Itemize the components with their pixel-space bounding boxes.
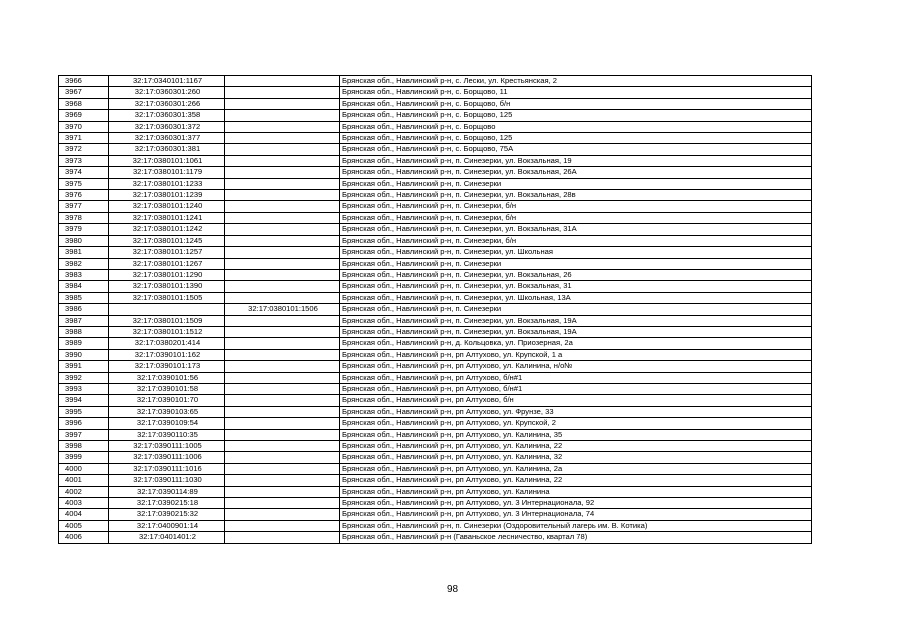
address-cell: Брянская обл., Навлинский р-н, рп Алтухово, ул. Калинина, 35	[340, 429, 812, 440]
cadastral-number-cell: 32:17:0380101:1179	[109, 167, 225, 178]
row-number-cell: 3979	[59, 224, 109, 235]
address-cell: Брянская обл., Навлинский р-н, п. Синезерки, ул. Вокзальная, 26А	[340, 167, 812, 178]
table-row	[59, 349, 812, 360]
table-row	[59, 110, 812, 121]
cadastral-number-alt-cell	[225, 201, 340, 212]
table-row	[59, 98, 812, 109]
cadastral-number-alt-cell	[225, 121, 340, 132]
table-row	[59, 304, 812, 315]
address-cell: Брянская обл., Навлинский р-н, рп Алтухово, б/н#1	[340, 383, 812, 394]
table-row	[59, 509, 812, 520]
page-number: 98	[446, 584, 459, 595]
address-cell: Брянская обл., Навлинский р-н, рп Алтухово, ул. 3 Интернационала, 74	[340, 509, 812, 520]
row-number-cell: 3986	[59, 304, 109, 315]
table-row	[59, 361, 812, 372]
table-row	[59, 475, 812, 486]
cadastral-number-alt-cell	[225, 475, 340, 486]
table-row	[59, 395, 812, 406]
row-number-cell: 3966	[59, 76, 109, 87]
table-row	[59, 498, 812, 509]
row-number-cell: 3976	[59, 190, 109, 201]
row-number-cell: 3999	[59, 452, 109, 463]
row-number-cell: 4005	[59, 520, 109, 531]
address-cell: Брянская обл., Навлинский р-н, п. Синезерки (Оздоровительный лагерь им. В. Котика)	[340, 520, 812, 531]
cadastral-number-cell: 32:17:0390215:32	[109, 509, 225, 520]
address-cell: Брянская обл., Навлинский р-н, с. Лески, ул. Крестьянская, 2	[340, 76, 812, 87]
cadastral-number-alt-cell	[225, 235, 340, 246]
cadastral-number-alt-cell	[225, 315, 340, 326]
address-cell: Брянская обл., Навлинский р-н, с. Борщово, 125	[340, 133, 812, 144]
cadastral-number-cell: 32:17:0380101:1240	[109, 201, 225, 212]
address-cell: Брянская обл., Навлинский р-н, с. Борщово	[340, 121, 812, 132]
cadastral-number-alt-cell	[225, 463, 340, 474]
cadastral-number-cell: 32:17:0380101:1267	[109, 258, 225, 269]
table-row	[59, 441, 812, 452]
row-number-cell: 3995	[59, 406, 109, 417]
cadastral-number-cell: 32:17:0340101:1167	[109, 76, 225, 87]
table-row	[59, 281, 812, 292]
table-row	[59, 406, 812, 417]
row-number-cell: 3996	[59, 418, 109, 429]
row-number-cell: 3997	[59, 429, 109, 440]
table-row	[59, 326, 812, 337]
cadastral-number-cell: 32:17:0360301:358	[109, 110, 225, 121]
table-row	[59, 463, 812, 474]
cadastral-number-cell: 32:17:0360301:372	[109, 121, 225, 132]
table-row	[59, 258, 812, 269]
table-row	[59, 315, 812, 326]
table-row	[59, 167, 812, 178]
table-row	[59, 144, 812, 155]
row-number-cell: 3977	[59, 201, 109, 212]
row-number-cell: 3987	[59, 315, 109, 326]
cadastral-number-alt-cell	[225, 486, 340, 497]
cadastral-number-alt-cell	[225, 452, 340, 463]
row-number-cell: 4006	[59, 532, 109, 543]
address-cell: Брянская обл., Навлинский р-н, п. Синезерки	[340, 258, 812, 269]
cadastral-number-cell: 32:17:0390111:1006	[109, 452, 225, 463]
row-number-cell: 3968	[59, 98, 109, 109]
row-number-cell: 4001	[59, 475, 109, 486]
address-cell: Брянская обл., Навлинский р-н, п. Синезерки, ул. Вокзальная, 19А	[340, 315, 812, 326]
cadastral-number-cell: 32:17:0390101:56	[109, 372, 225, 383]
cadastral-number-alt-cell	[225, 178, 340, 189]
row-number-cell: 3975	[59, 178, 109, 189]
cadastral-number-cell: 32:17:0360301:381	[109, 144, 225, 155]
table-row	[59, 235, 812, 246]
row-number-cell: 4002	[59, 486, 109, 497]
cadastral-number-cell: 32:17:0390101:162	[109, 349, 225, 360]
address-cell: Брянская обл., Навлинский р-н, п. Синезерки, ул. Вокзальная, 26	[340, 269, 812, 280]
cadastral-number-alt-cell	[225, 406, 340, 417]
cadastral-number-cell: 32:17:0380101:1241	[109, 212, 225, 223]
row-number-cell: 3993	[59, 383, 109, 394]
cadastral-number-cell: 32:17:0380201:414	[109, 338, 225, 349]
row-number-cell: 3980	[59, 235, 109, 246]
address-cell: Брянская обл., Навлинский р-н, п. Синезерки, ул. Школьная, 13А	[340, 292, 812, 303]
address-cell: Брянская обл., Навлинский р-н, п. Синезерки, б/н	[340, 201, 812, 212]
row-number-cell: 3989	[59, 338, 109, 349]
cadastral-number-alt-cell	[225, 338, 340, 349]
address-cell: Брянская обл., Навлинский р-н, рп Алтухово, ул. Калинина, н/о№	[340, 361, 812, 372]
cadastral-number-alt-cell	[225, 326, 340, 337]
address-cell: Брянская обл., Навлинский р-н, с. Борщово, 125	[340, 110, 812, 121]
cadastral-number-alt-cell	[225, 247, 340, 258]
address-cell: Брянская обл., Навлинский р-н, рп Алтухово, ул. Калинина, 22	[340, 441, 812, 452]
cadastral-number-cell: 32:17:0390111:1016	[109, 463, 225, 474]
row-number-cell: 3970	[59, 121, 109, 132]
cadastral-number-cell: 32:17:0400901:14	[109, 520, 225, 531]
cadastral-number-alt-cell	[225, 281, 340, 292]
row-number-cell: 4003	[59, 498, 109, 509]
address-cell: Брянская обл., Навлинский р-н, с. Борщово, 75А	[340, 144, 812, 155]
address-cell: Брянская обл., Навлинский р-н, п. Синезерки, б/н	[340, 212, 812, 223]
cadastral-number-alt-cell	[225, 144, 340, 155]
cadastral-number-alt-cell	[225, 429, 340, 440]
table-row	[59, 247, 812, 258]
cadastral-number-cell: 32:17:0390109:54	[109, 418, 225, 429]
table-row	[59, 76, 812, 87]
row-number-cell: 3994	[59, 395, 109, 406]
cadastral-number-alt-cell	[225, 133, 340, 144]
address-cell: Брянская обл., Навлинский р-н, п. Синезерки	[340, 304, 812, 315]
cadastral-number-cell: 32:17:0390215:18	[109, 498, 225, 509]
cadastral-number-alt-cell	[225, 532, 340, 543]
table-row	[59, 121, 812, 132]
address-cell: Брянская обл., Навлинский р-н, п. Синезерки, ул. Школьная	[340, 247, 812, 258]
address-cell: Брянская обл., Навлинский р-н, п. Синезерки, ул. Вокзальная, 19	[340, 155, 812, 166]
row-number-cell: 3971	[59, 133, 109, 144]
cadastral-number-cell: 32:17:0360301:266	[109, 98, 225, 109]
row-number-cell: 4004	[59, 509, 109, 520]
address-cell: Брянская обл., Навлинский р-н, рп Алтухово, б/н#1	[340, 372, 812, 383]
cadastral-number-alt-cell	[225, 167, 340, 178]
address-cell: Брянская обл., Навлинский р-н, рп Алтухово, ул. Крупской, 2	[340, 418, 812, 429]
row-number-cell: 3990	[59, 349, 109, 360]
cadastral-number-cell: 32:17:0390114:89	[109, 486, 225, 497]
cadastral-number-cell: 32:17:0380101:1061	[109, 155, 225, 166]
table-row	[59, 383, 812, 394]
table-row	[59, 155, 812, 166]
row-number-cell: 3992	[59, 372, 109, 383]
cadastral-number-cell	[109, 304, 225, 315]
cadastral-number-cell: 32:17:0380101:1390	[109, 281, 225, 292]
row-number-cell: 3985	[59, 292, 109, 303]
cadastral-number-cell: 32:17:0360301:377	[109, 133, 225, 144]
cadastral-number-alt-cell	[225, 87, 340, 98]
address-cell: Брянская обл., Навлинский р-н, п. Синезерки, ул. Вокзальная, 28в	[340, 190, 812, 201]
cadastral-number-cell: 32:17:0390101:70	[109, 395, 225, 406]
cadastral-number-cell: 32:17:0380101:1505	[109, 292, 225, 303]
row-number-cell: 3969	[59, 110, 109, 121]
address-cell: Брянская обл., Навлинский р-н, рп Алтухово, ул. 3 Интернационала, 92	[340, 498, 812, 509]
table-row	[59, 486, 812, 497]
cadastral-number-alt-cell	[225, 155, 340, 166]
row-number-cell: 3991	[59, 361, 109, 372]
table-row	[59, 269, 812, 280]
cadastral-number-alt-cell	[225, 418, 340, 429]
cadastral-number-alt-cell	[225, 383, 340, 394]
table-row	[59, 452, 812, 463]
row-number-cell: 3983	[59, 269, 109, 280]
cadastral-number-cell: 32:17:0401401:2	[109, 532, 225, 543]
cadastral-number-alt-cell	[225, 76, 340, 87]
cadastral-number-alt-cell	[225, 292, 340, 303]
cadastral-number-cell: 32:17:0390103:65	[109, 406, 225, 417]
address-cell: Брянская обл., Навлинский р-н, п. Синезерки, ул. Вокзальная, 31А	[340, 224, 812, 235]
table-row	[59, 224, 812, 235]
cadastral-number-cell: 32:17:0390111:1030	[109, 475, 225, 486]
address-cell: Брянская обл., Навлинский р-н, рп Алтухово, ул. Крупской, 1 а	[340, 349, 812, 360]
table-row	[59, 418, 812, 429]
cadastral-number-alt-cell	[225, 498, 340, 509]
address-cell: Брянская обл., Навлинский р-н, п. Синезерки, б/н	[340, 235, 812, 246]
table-row	[59, 87, 812, 98]
cadastral-number-cell: 32:17:0380101:1290	[109, 269, 225, 280]
cadastral-number-alt-cell	[225, 224, 340, 235]
address-cell: Брянская обл., Навлинский р-н, п. Синезерки, ул. Вокзальная, 19А	[340, 326, 812, 337]
cadastral-number-alt-cell	[225, 441, 340, 452]
cadastral-number-alt-cell: 32:17:0380101:1506	[225, 304, 340, 315]
cadastral-number-alt-cell	[225, 258, 340, 269]
cadastral-number-cell: 32:17:0380101:1512	[109, 326, 225, 337]
table-row	[59, 212, 812, 223]
table-row	[59, 133, 812, 144]
address-cell: Брянская обл., Навлинский р-н, рп Алтухово, ул. Калинина, 2а	[340, 463, 812, 474]
row-number-cell: 3972	[59, 144, 109, 155]
table-row	[59, 178, 812, 189]
address-cell: Брянская обл., Навлинский р-н, рп Алтухово, ул. Калинина	[340, 486, 812, 497]
table-row	[59, 201, 812, 212]
registry-table	[58, 75, 812, 544]
cadastral-number-alt-cell	[225, 372, 340, 383]
table-row	[59, 292, 812, 303]
row-number-cell: 3967	[59, 87, 109, 98]
table-row	[59, 520, 812, 531]
address-cell: Брянская обл., Навлинский р-н, п. Синезерки	[340, 178, 812, 189]
table-row	[59, 429, 812, 440]
address-cell: Брянская обл., Навлинский р-н (Гаваньское лесничество, квартал 78)	[340, 532, 812, 543]
cadastral-number-alt-cell	[225, 212, 340, 223]
cadastral-number-cell: 32:17:0380101:1509	[109, 315, 225, 326]
address-cell: Брянская обл., Навлинский р-н, с. Борщово, 11	[340, 87, 812, 98]
registry-table-container	[58, 75, 811, 544]
cadastral-number-cell: 32:17:0380101:1242	[109, 224, 225, 235]
cadastral-number-alt-cell	[225, 269, 340, 280]
cadastral-number-cell: 32:17:0390111:1005	[109, 441, 225, 452]
registry-table-body	[59, 76, 812, 544]
cadastral-number-alt-cell	[225, 520, 340, 531]
row-number-cell: 3974	[59, 167, 109, 178]
cadastral-number-alt-cell	[225, 509, 340, 520]
cadastral-number-cell: 32:17:0390110:35	[109, 429, 225, 440]
row-number-cell: 3982	[59, 258, 109, 269]
table-row	[59, 190, 812, 201]
cadastral-number-alt-cell	[225, 110, 340, 121]
row-number-cell: 3978	[59, 212, 109, 223]
table-row	[59, 338, 812, 349]
cadastral-number-cell: 32:17:0380101:1245	[109, 235, 225, 246]
row-number-cell: 3981	[59, 247, 109, 258]
address-cell: Брянская обл., Навлинский р-н, д. Кольцовка, ул. Приозерная, 2а	[340, 338, 812, 349]
cadastral-number-cell: 32:17:0380101:1233	[109, 178, 225, 189]
row-number-cell: 3973	[59, 155, 109, 166]
cadastral-number-alt-cell	[225, 395, 340, 406]
address-cell: Брянская обл., Навлинский р-н, рп Алтухово, ул. Калинина, 22	[340, 475, 812, 486]
row-number-cell: 3984	[59, 281, 109, 292]
cadastral-number-alt-cell	[225, 98, 340, 109]
address-cell: Брянская обл., Навлинский р-н, рп Алтухово, б/н	[340, 395, 812, 406]
cadastral-number-cell: 32:17:0360301:260	[109, 87, 225, 98]
address-cell: Брянская обл., Навлинский р-н, с. Борщово, б/н	[340, 98, 812, 109]
cadastral-number-cell: 32:17:0380101:1257	[109, 247, 225, 258]
table-row	[59, 372, 812, 383]
cadastral-number-alt-cell	[225, 190, 340, 201]
row-number-cell: 3988	[59, 326, 109, 337]
row-number-cell: 3998	[59, 441, 109, 452]
cadastral-number-cell: 32:17:0390101:58	[109, 383, 225, 394]
address-cell: Брянская обл., Навлинский р-н, рп Алтухово, ул. Фрунзе, 33	[340, 406, 812, 417]
cadastral-number-cell: 32:17:0390101:173	[109, 361, 225, 372]
row-number-cell: 4000	[59, 463, 109, 474]
table-row	[59, 532, 812, 543]
cadastral-number-alt-cell	[225, 349, 340, 360]
cadastral-number-cell: 32:17:0380101:1239	[109, 190, 225, 201]
cadastral-number-alt-cell	[225, 361, 340, 372]
address-cell: Брянская обл., Навлинский р-н, рп Алтухово, ул. Калинина, 32	[340, 452, 812, 463]
address-cell: Брянская обл., Навлинский р-н, п. Синезерки, ул. Вокзальная, 31	[340, 281, 812, 292]
